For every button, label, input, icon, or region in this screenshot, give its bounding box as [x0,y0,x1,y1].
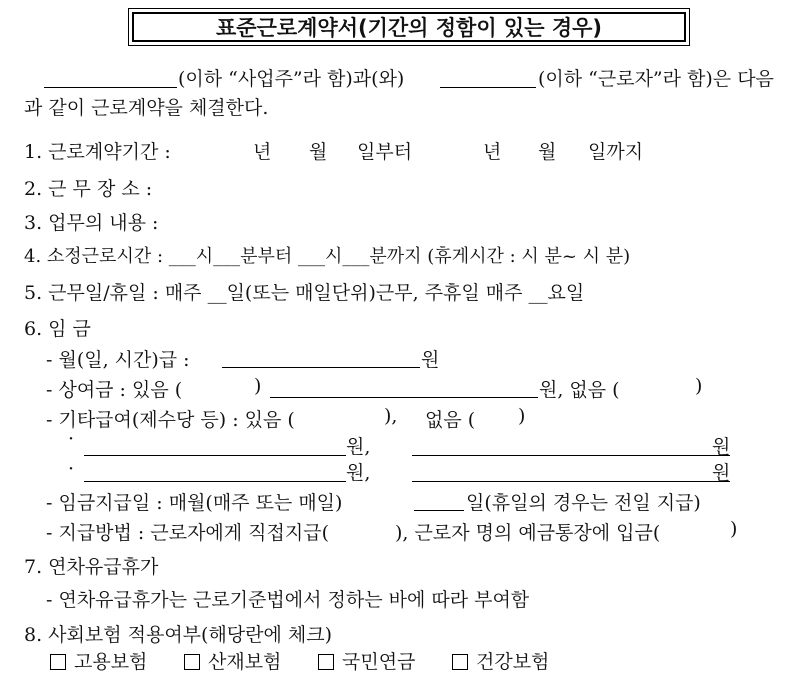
wage-label: - 월(일, 시간)급 : [46,349,190,371]
checkbox[interactable] [318,654,334,670]
wage-blank[interactable] [222,367,420,368]
payday-blank[interactable] [414,510,464,511]
bonus-label: - 상여금 : 있음 ( [46,379,183,401]
other-won-1b: 원 [712,436,731,458]
document-title: 표준근로계약서(기간의 정함이 있는 경우) [132,12,686,42]
item2-label: 2. 근 무 장 소 : [24,178,153,200]
other-blank-1b[interactable] [412,455,730,456]
item1-from: 일부터 [357,141,413,163]
wage-unit: 원 [421,349,440,371]
method-mid: ), 근로자 명의 예금통장에 입금( [395,522,661,544]
method-label: - 지급방법 : 근로자에게 직접지급( [46,522,329,544]
other-blank-2a[interactable] [84,481,346,482]
method-end: ) [730,518,738,540]
employer-blank[interactable] [44,87,177,88]
other-dot-2: · [68,458,75,480]
other-won-1a: 원, [346,436,371,458]
item8-label: 8. 사회보험 적용여부(해당란에 체크) [24,624,333,646]
other-pay-end: ) [518,405,526,427]
other-pay-label: - 기타급여(제수당 등) : 있음 ( [46,409,295,431]
intro-part1: (이하 “사업주”라 함)과(와) [178,68,405,90]
other-won-2b: 원 [712,462,731,484]
other-blank-2b[interactable] [412,481,730,482]
item1-label: 1. 근로계약기간 : [24,141,171,163]
intro-part2: (이하 “근로자”라 함)은 다음 [538,68,774,90]
intro-line2: 과 같이 근로계약을 체결한다. [24,97,269,119]
insurance-option-pension[interactable]: 국민연금 [318,647,415,674]
worker-blank[interactable] [440,87,536,88]
checkbox[interactable] [452,654,468,670]
insurance-option-industrial[interactable]: 산재보험 [184,647,281,674]
other-pay-none: 없음 ( [425,409,476,431]
bonus-close: ) [254,375,262,397]
item1-month1: 월 [309,141,328,163]
insurance-option-employment[interactable]: 고용보험 [50,647,147,674]
insurance-option-health[interactable]: 건강보험 [452,647,549,674]
bonus-blank[interactable] [270,397,538,398]
title-box [128,8,690,46]
item7-label: 7. 연차유급휴가 [24,556,159,578]
item7-desc: - 연차유급휴가는 근로기준법에서 정하는 바에 따라 부여함 [46,589,530,611]
checkbox[interactable] [184,654,200,670]
item4-label: 4. 소정근로시간 : ___시___분부터 ___시___분까지 (휴게시간 : 시 분~ 시 분) [24,246,631,267]
other-blank-1a[interactable] [84,455,346,456]
checkbox[interactable] [50,654,66,670]
item6-label: 6. 임 금 [24,318,91,340]
item5-label: 5. 근무일/휴일 : 매주 __일(또는 매일단위)근무, 주휴일 매주 __요일 [24,282,585,304]
other-pay-mid: ), [384,405,398,427]
bonus-unit: 원, 없음 ( [539,379,620,401]
bonus-end: ) [695,375,703,397]
item1-year1: 년 [253,141,272,163]
item1-year2: 년 [483,141,502,163]
other-won-2a: 원, [346,462,371,484]
payday-suffix: 일(휴일의 경우는 전일 지급) [466,492,701,514]
item1-month2: 월 [538,141,557,163]
item3-label: 3. 업무의 내용 : [24,212,159,234]
item1-until: 일까지 [588,141,644,163]
payday-label: - 임금지급일 : 매월(매주 또는 매일) [46,492,343,514]
other-dot-1: · [68,428,75,450]
